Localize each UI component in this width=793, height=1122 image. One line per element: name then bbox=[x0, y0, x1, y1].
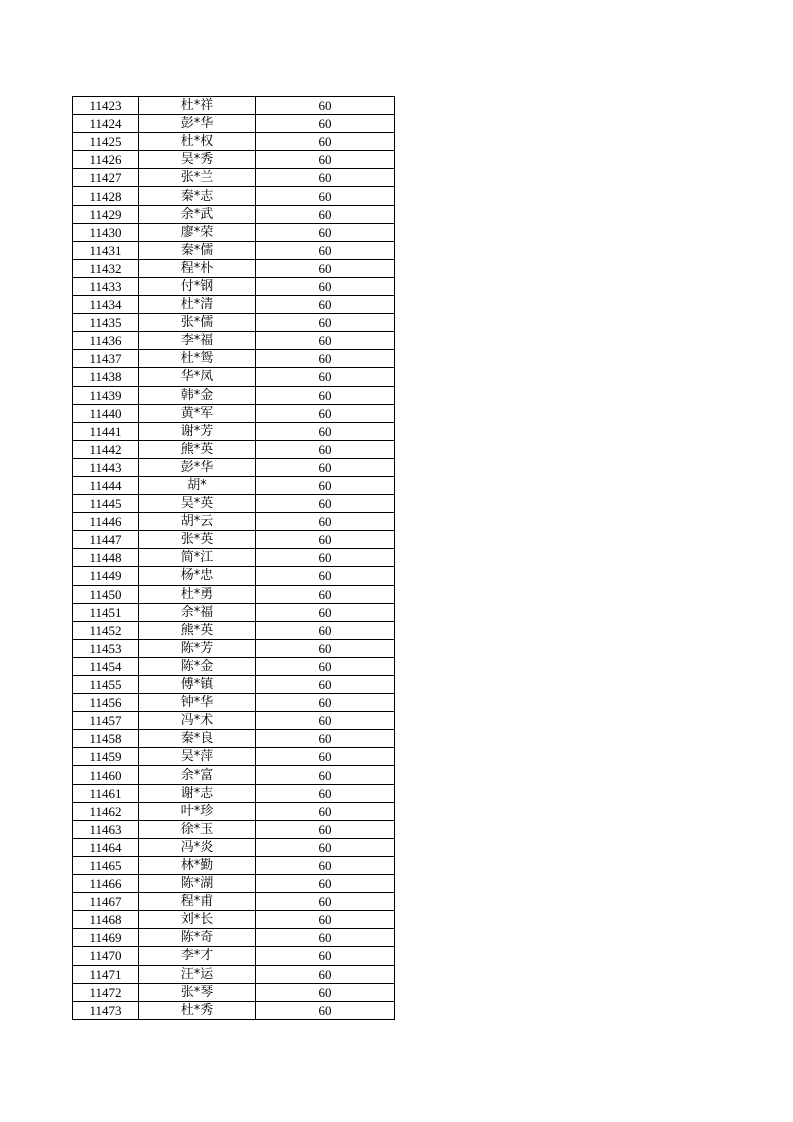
table-row bbox=[73, 259, 395, 277]
cell-value: 60 bbox=[256, 422, 395, 440]
cell-name: 秦*志 bbox=[139, 187, 256, 205]
cell-value: 60 bbox=[256, 97, 395, 115]
cell-id: 11441 bbox=[73, 422, 139, 440]
table-body bbox=[73, 97, 395, 1020]
cell-name: 胡* bbox=[139, 476, 256, 494]
cell-name: 李*才 bbox=[139, 947, 256, 965]
cell-id: 11456 bbox=[73, 694, 139, 712]
table-row bbox=[73, 277, 395, 295]
table-row bbox=[73, 911, 395, 929]
cell-id: 11433 bbox=[73, 277, 139, 295]
cell-name: 韩*金 bbox=[139, 386, 256, 404]
table-row bbox=[73, 657, 395, 675]
cell-id: 11458 bbox=[73, 730, 139, 748]
cell-id: 11431 bbox=[73, 241, 139, 259]
cell-name: 杜*权 bbox=[139, 133, 256, 151]
cell-name: 李*福 bbox=[139, 332, 256, 350]
cell-id: 11472 bbox=[73, 983, 139, 1001]
cell-id: 11424 bbox=[73, 115, 139, 133]
cell-id: 11440 bbox=[73, 404, 139, 422]
cell-id: 11468 bbox=[73, 911, 139, 929]
cell-id: 11467 bbox=[73, 893, 139, 911]
table-row bbox=[73, 314, 395, 332]
cell-id: 11426 bbox=[73, 151, 139, 169]
table-row bbox=[73, 965, 395, 983]
cell-name: 张*英 bbox=[139, 531, 256, 549]
cell-id: 11449 bbox=[73, 567, 139, 585]
cell-name: 陈*金 bbox=[139, 657, 256, 675]
table-row bbox=[73, 133, 395, 151]
cell-value: 60 bbox=[256, 838, 395, 856]
table-row bbox=[73, 458, 395, 476]
cell-id: 11429 bbox=[73, 205, 139, 223]
table-row bbox=[73, 404, 395, 422]
cell-value: 60 bbox=[256, 983, 395, 1001]
cell-value: 60 bbox=[256, 621, 395, 639]
cell-value: 60 bbox=[256, 712, 395, 730]
cell-id: 11423 bbox=[73, 97, 139, 115]
table-row bbox=[73, 712, 395, 730]
cell-value: 60 bbox=[256, 277, 395, 295]
cell-value: 60 bbox=[256, 476, 395, 494]
cell-value: 60 bbox=[256, 947, 395, 965]
cell-value: 60 bbox=[256, 911, 395, 929]
cell-value: 60 bbox=[256, 893, 395, 911]
cell-name: 徐*玉 bbox=[139, 820, 256, 838]
cell-id: 11473 bbox=[73, 1001, 139, 1019]
cell-name: 杨*忠 bbox=[139, 567, 256, 585]
table-row bbox=[73, 115, 395, 133]
table-row bbox=[73, 531, 395, 549]
table-row bbox=[73, 513, 395, 531]
cell-id: 11453 bbox=[73, 639, 139, 657]
table-row bbox=[73, 169, 395, 187]
cell-value: 60 bbox=[256, 820, 395, 838]
cell-value: 60 bbox=[256, 549, 395, 567]
cell-id: 11459 bbox=[73, 748, 139, 766]
table-row bbox=[73, 730, 395, 748]
cell-id: 11454 bbox=[73, 657, 139, 675]
cell-id: 11471 bbox=[73, 965, 139, 983]
cell-id: 11442 bbox=[73, 440, 139, 458]
cell-value: 60 bbox=[256, 513, 395, 531]
cell-name: 余*富 bbox=[139, 766, 256, 784]
table-row bbox=[73, 241, 395, 259]
cell-value: 60 bbox=[256, 223, 395, 241]
cell-value: 60 bbox=[256, 314, 395, 332]
cell-name: 傅*镇 bbox=[139, 676, 256, 694]
cell-id: 11439 bbox=[73, 386, 139, 404]
cell-name: 汪*运 bbox=[139, 965, 256, 983]
cell-id: 11425 bbox=[73, 133, 139, 151]
cell-id: 11465 bbox=[73, 856, 139, 874]
table-row bbox=[73, 205, 395, 223]
cell-name: 黄*军 bbox=[139, 404, 256, 422]
cell-id: 11462 bbox=[73, 802, 139, 820]
cell-id: 11452 bbox=[73, 621, 139, 639]
cell-name: 杜*清 bbox=[139, 296, 256, 314]
cell-name: 钟*华 bbox=[139, 694, 256, 712]
cell-id: 11427 bbox=[73, 169, 139, 187]
table-row bbox=[73, 386, 395, 404]
cell-name: 吴*英 bbox=[139, 495, 256, 513]
cell-name: 张*琴 bbox=[139, 983, 256, 1001]
table-row bbox=[73, 694, 395, 712]
cell-name: 余*武 bbox=[139, 205, 256, 223]
cell-value: 60 bbox=[256, 875, 395, 893]
cell-value: 60 bbox=[256, 241, 395, 259]
cell-value: 60 bbox=[256, 458, 395, 476]
cell-name: 付*钢 bbox=[139, 277, 256, 295]
cell-name: 谢*志 bbox=[139, 784, 256, 802]
table-row bbox=[73, 567, 395, 585]
cell-name: 陈*芳 bbox=[139, 639, 256, 657]
cell-id: 11437 bbox=[73, 350, 139, 368]
cell-id: 11463 bbox=[73, 820, 139, 838]
cell-name: 吴*萍 bbox=[139, 748, 256, 766]
cell-name: 熊*英 bbox=[139, 440, 256, 458]
cell-id: 11446 bbox=[73, 513, 139, 531]
cell-name: 廖*荣 bbox=[139, 223, 256, 241]
cell-value: 60 bbox=[256, 404, 395, 422]
cell-value: 60 bbox=[256, 694, 395, 712]
table-row bbox=[73, 296, 395, 314]
table-row bbox=[73, 784, 395, 802]
cell-name: 陈*奇 bbox=[139, 929, 256, 947]
table-row bbox=[73, 223, 395, 241]
table-row bbox=[73, 97, 395, 115]
table-row bbox=[73, 929, 395, 947]
cell-id: 11436 bbox=[73, 332, 139, 350]
table-row bbox=[73, 893, 395, 911]
cell-value: 60 bbox=[256, 603, 395, 621]
cell-id: 11444 bbox=[73, 476, 139, 494]
table-row bbox=[73, 875, 395, 893]
cell-id: 11461 bbox=[73, 784, 139, 802]
cell-value: 60 bbox=[256, 856, 395, 874]
cell-name: 杜*秀 bbox=[139, 1001, 256, 1019]
cell-id: 11448 bbox=[73, 549, 139, 567]
cell-name: 程*朴 bbox=[139, 259, 256, 277]
cell-name: 彭*华 bbox=[139, 458, 256, 476]
table-row bbox=[73, 639, 395, 657]
cell-value: 60 bbox=[256, 133, 395, 151]
cell-value: 60 bbox=[256, 802, 395, 820]
cell-value: 60 bbox=[256, 748, 395, 766]
cell-name: 陈*湖 bbox=[139, 875, 256, 893]
cell-value: 60 bbox=[256, 187, 395, 205]
cell-name: 秦*良 bbox=[139, 730, 256, 748]
cell-id: 11443 bbox=[73, 458, 139, 476]
data-table bbox=[72, 96, 395, 1020]
cell-value: 60 bbox=[256, 115, 395, 133]
cell-name: 张*儒 bbox=[139, 314, 256, 332]
cell-value: 60 bbox=[256, 386, 395, 404]
cell-id: 11435 bbox=[73, 314, 139, 332]
table-row bbox=[73, 856, 395, 874]
cell-name: 张*兰 bbox=[139, 169, 256, 187]
cell-id: 11430 bbox=[73, 223, 139, 241]
cell-id: 11455 bbox=[73, 676, 139, 694]
cell-name: 刘*长 bbox=[139, 911, 256, 929]
table-row bbox=[73, 549, 395, 567]
table-row bbox=[73, 748, 395, 766]
cell-name: 冯*炎 bbox=[139, 838, 256, 856]
cell-id: 11464 bbox=[73, 838, 139, 856]
cell-value: 60 bbox=[256, 169, 395, 187]
table-row bbox=[73, 820, 395, 838]
cell-value: 60 bbox=[256, 205, 395, 223]
table-row bbox=[73, 585, 395, 603]
cell-name: 彭*华 bbox=[139, 115, 256, 133]
cell-value: 60 bbox=[256, 784, 395, 802]
cell-name: 谢*芳 bbox=[139, 422, 256, 440]
table-row bbox=[73, 676, 395, 694]
cell-id: 11466 bbox=[73, 875, 139, 893]
cell-value: 60 bbox=[256, 259, 395, 277]
cell-value: 60 bbox=[256, 151, 395, 169]
table-row bbox=[73, 476, 395, 494]
cell-name: 叶*珍 bbox=[139, 802, 256, 820]
cell-name: 简*江 bbox=[139, 549, 256, 567]
cell-value: 60 bbox=[256, 585, 395, 603]
cell-name: 程*甫 bbox=[139, 893, 256, 911]
cell-name: 杜*鸳 bbox=[139, 350, 256, 368]
cell-name: 熊*英 bbox=[139, 621, 256, 639]
cell-id: 11469 bbox=[73, 929, 139, 947]
table-row bbox=[73, 603, 395, 621]
cell-id: 11450 bbox=[73, 585, 139, 603]
cell-value: 60 bbox=[256, 929, 395, 947]
cell-id: 11428 bbox=[73, 187, 139, 205]
cell-value: 60 bbox=[256, 1001, 395, 1019]
cell-id: 11457 bbox=[73, 712, 139, 730]
cell-id: 11434 bbox=[73, 296, 139, 314]
cell-name: 吴*秀 bbox=[139, 151, 256, 169]
cell-name: 余*福 bbox=[139, 603, 256, 621]
cell-value: 60 bbox=[256, 567, 395, 585]
table-row bbox=[73, 350, 395, 368]
table-row bbox=[73, 838, 395, 856]
table-row bbox=[73, 368, 395, 386]
cell-value: 60 bbox=[256, 766, 395, 784]
cell-value: 60 bbox=[256, 495, 395, 513]
table-row bbox=[73, 947, 395, 965]
table-row bbox=[73, 440, 395, 458]
cell-value: 60 bbox=[256, 368, 395, 386]
cell-value: 60 bbox=[256, 676, 395, 694]
cell-name: 胡*云 bbox=[139, 513, 256, 531]
table-row bbox=[73, 766, 395, 784]
cell-name: 杜*勇 bbox=[139, 585, 256, 603]
cell-name: 林*勤 bbox=[139, 856, 256, 874]
table-row bbox=[73, 332, 395, 350]
cell-value: 60 bbox=[256, 296, 395, 314]
cell-id: 11438 bbox=[73, 368, 139, 386]
table-row bbox=[73, 151, 395, 169]
cell-value: 60 bbox=[256, 332, 395, 350]
cell-name: 华*凤 bbox=[139, 368, 256, 386]
table-row bbox=[73, 1001, 395, 1019]
cell-name: 杜*祥 bbox=[139, 97, 256, 115]
cell-value: 60 bbox=[256, 730, 395, 748]
cell-id: 11460 bbox=[73, 766, 139, 784]
table-row bbox=[73, 495, 395, 513]
cell-id: 11432 bbox=[73, 259, 139, 277]
table-row bbox=[73, 187, 395, 205]
table-row bbox=[73, 802, 395, 820]
cell-id: 11470 bbox=[73, 947, 139, 965]
cell-value: 60 bbox=[256, 440, 395, 458]
table-row bbox=[73, 422, 395, 440]
cell-value: 60 bbox=[256, 657, 395, 675]
cell-name: 秦*儒 bbox=[139, 241, 256, 259]
cell-name: 冯*术 bbox=[139, 712, 256, 730]
table-row bbox=[73, 983, 395, 1001]
table-row bbox=[73, 621, 395, 639]
cell-value: 60 bbox=[256, 531, 395, 549]
cell-id: 11447 bbox=[73, 531, 139, 549]
cell-id: 11445 bbox=[73, 495, 139, 513]
cell-value: 60 bbox=[256, 965, 395, 983]
cell-value: 60 bbox=[256, 639, 395, 657]
cell-value: 60 bbox=[256, 350, 395, 368]
cell-id: 11451 bbox=[73, 603, 139, 621]
